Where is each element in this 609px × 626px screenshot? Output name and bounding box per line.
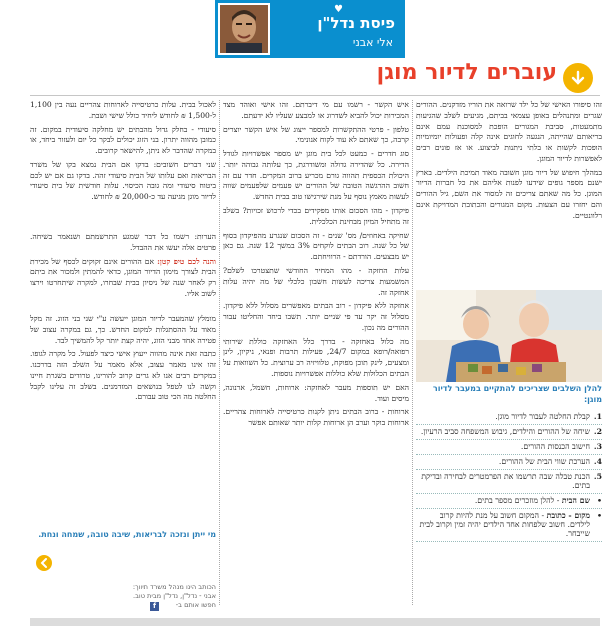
title-divider bbox=[30, 95, 600, 96]
bottom-bar bbox=[30, 618, 600, 626]
paragraph: אחזקה ללא פיקדון - רוב הבתים מאפשרים מסלול ללא פיקדון. מסלול זה יקר עד פי שניים יותר. תשבו ביחד והחליטו עבור ההורים מה נכון. bbox=[223, 301, 409, 332]
list-bullet: • bbox=[597, 496, 602, 505]
arrow-left-icon[interactable] bbox=[36, 555, 52, 571]
paragraph: האם יש תוספות מעבר לאחזקה: ארוחות, חשמל, ארנונה, מיסים ועוד. bbox=[223, 382, 409, 403]
author-name: אלי אבני bbox=[352, 36, 393, 49]
list-item bbox=[416, 455, 602, 470]
list-item bbox=[416, 425, 602, 440]
list-text: חישוב הכנסות ההורים. bbox=[520, 442, 590, 451]
paragraph: במהלך חיפוש של דיור מוגן חשובה מאוד תמיכת הילדים. בארץ ישנם מספר גופים שידעו לפנות אליהם את כל חברות הדיור המוגן. כל מה שאתם צריכים זה למסור את השם, גיל ההורים והם יחזרו עם הצעות. מקום המגורים והכתובת המדויקת אינם רלוונטיים. bbox=[416, 167, 602, 220]
list-number: 1. bbox=[593, 412, 602, 421]
list-bullet: • bbox=[597, 511, 602, 520]
paragraph: סוג חדרים - כמעט לכל בית מוגן יש מספר אפשרויות לגודל הדירה. כל שהדירה גדולה ומשודרגת, כך עלותה גבוהה יותר. היכולת הכספית תהווה גורם מכריע ברוב המקרים. חדר עם זה חשוב ההרגשה הטובה של ההורים יש פעמים שלפעמים שווה לעשות מאמץ נוסף על מנת שירגישו טוב בבית החדש. bbox=[223, 149, 409, 202]
list-item bbox=[416, 509, 602, 542]
photo-caption: להלן השלבים שצריכים להתקיים במעבר לדיור מוגן: bbox=[432, 384, 602, 404]
list-text: קבלת החלטה לעבור לדיור מוגן. bbox=[495, 412, 590, 421]
tip-paragraph bbox=[30, 257, 216, 300]
list-text: מקום - כתובת - המקום חשוב על מנת להיות קרוב לילדים. חשוב שלפחות אחד הילדים יהיה זמין וקרוב לבית שייבחר. bbox=[419, 511, 590, 538]
paragraph: מה כלול באחזקה - בדרך כלל האחזקה כוללת שירותי רפואה/רופא במקום 24/7, פעילות תרבות ופנאי, ניקיון, לינן ומצעים, לינק תוכן מפוקח, טלוויזיה רב ערוצית. כל השוואות על הבתים הכלולות שלא כוללות אפשרויות נוספות. bbox=[223, 336, 409, 378]
paragraph: כתבה זאת אינה מהווה ייעוץ אישי כיצד לפעול. כל מקרה לגופו. זהו אינו מאמר עצוב, אלא מאמר על השלב הזה בדרכנו. במקרים רבים אנו לא גרים קרוב להורינו, טרודים בשגרת חיינו וקשה לנו לטפל בנושאים המזדמנים. בשלב זה עלינו לקבל החלטה מה הכי טוב עבורם. bbox=[30, 349, 216, 402]
list-item bbox=[416, 410, 602, 425]
paragraph: ארוחות - ברוב הבתים ניתן לקנות כרטיסייה לארוחות צהריים. ארוחות בוקר וערב הן ארוחות קלות יותר שאותם אפשר bbox=[223, 407, 409, 428]
arrow-down-icon[interactable] bbox=[563, 63, 593, 93]
list-item bbox=[416, 440, 602, 455]
list-text: הערכת שווי הבית של ההורים. bbox=[498, 457, 590, 466]
column-divider bbox=[412, 100, 413, 605]
paragraph: הערות: רשמו כל דבר שמגע התרשמתם ושנאמר בשיחה. פרטים אלה יעשו את ההבדל. bbox=[30, 232, 216, 252]
author-avatar bbox=[218, 3, 270, 55]
paragraph: פיקדון - מהו הסכום אותו מפקידים בכדי לרכוש זכויות? בשלב זה מתחיל המיון מבחינת הכלכלית. bbox=[223, 206, 409, 226]
paragraph: שני דברים חשובים: בדקו אם הבית נמצא בקו של משרד הבריאות ואם עלותו של הבית סיעודי זהה. בדקו גם אם יש לכם ביטוח סיעודי ומה גובה הכיסוי. עלות חודשית של בית סיעודי לדיור מוגן מגיעה עד כ-20,000 ₪ לחודש. bbox=[30, 159, 216, 202]
credit-line: אבני - נדל"ן, נדל"ן מבית טוב. bbox=[132, 591, 216, 600]
list-number: 3. bbox=[593, 442, 602, 451]
heart-icon: ♥ bbox=[334, 4, 343, 15]
list-number: 2. bbox=[593, 427, 602, 436]
tip-text: אם ההורים אינם זקוקים לכסף של מכירת הבית לצורך מימון הדיור המוגן, כדאי להמתין ולמכור את ביתם רק לאחר שנה של ניסיון בבית שבחרו, למקרה שיתחרטו וירצו לשוב אליו. bbox=[30, 256, 216, 298]
paragraph: איש הקשר - רשמו עם מי דיברתם. זהו אישי ואוהד מצד המכירות יכול להביא לשדרוג או למבצע שעליו לא ידעתם. bbox=[223, 100, 409, 120]
list-text: שם הבית - להלן מוזכרים מספר בתים. bbox=[474, 496, 590, 505]
paragraph: שחיקה באחוזים/ מס' שנים - זה הסכום שנגרע מהפיקדון בסוף של כל שנה. רוב הבתים לוקחים 3% במשך 12 שנה. גם כאן יש מבצעים. הורדתם - הרוויחתם. bbox=[223, 230, 409, 262]
steps-list bbox=[416, 410, 602, 542]
article-photo bbox=[416, 290, 602, 382]
column-right bbox=[416, 100, 602, 290]
list-text: שיחה של ההורים והילדים, גיבוש המשפחה סביב הרעיון. bbox=[420, 427, 590, 436]
column-left-closing bbox=[30, 314, 216, 524]
credit-line: הכותב הינו מנהל משרד תיווך: bbox=[132, 583, 216, 591]
column-left-notes bbox=[30, 232, 216, 310]
column-middle bbox=[223, 100, 409, 605]
closing-wish: מי ייתן ונזכה לבריאות, שיבה טובה, שמחה ונחת. bbox=[38, 530, 216, 539]
paragraph: עלות החזקה - מהו המחיר החודשי שתצטרכו לשלם? המשמעות צריכה לעשות חשבון כלכלי של מה יהיה עלות אחזקה זה. bbox=[223, 265, 409, 297]
paragraph: לאכול בבית. עלות כרטיסייה לארוחות צהריים נעה בין 1,100 ל-1,500 ₪ לחודש ליחיד כולל שישי ושבת. bbox=[30, 100, 216, 120]
list-number: 5. bbox=[593, 472, 602, 481]
column-left bbox=[30, 100, 216, 230]
list-text: הכנת טבלה שבה תרשמו את הפרמטרים לבחירה ובדיקת בתים. bbox=[421, 472, 590, 490]
column-divider bbox=[219, 100, 220, 605]
list-item bbox=[416, 494, 602, 509]
list-number: 4. bbox=[593, 457, 602, 466]
article-title: עוברים לדיור מוגן bbox=[376, 60, 557, 85]
facebook-icon[interactable]: f bbox=[150, 602, 159, 611]
author-header bbox=[215, 0, 405, 58]
paragraph: זהו סיפורו האישי של כל ילד שרואה את הוריו מזדקנים. ההורים שגרים ומתנהלים באופן עצמאי בביתם, מגיעים לשלב שהגיעות מתמעטות, סביבת המגורים הופכת למסוכנת עמם אינם בריאותם שהייתה, הנגעה לחוגים אינה קלה ופעולות יומיומיות הופכות לקשות או בלתי ניתנות לביצוע. או אז פונים רבים לאפשרות לדיור המוגן. bbox=[416, 100, 602, 163]
paragraph: מומלץ שהמעבר לדיור המוגן ייעשה ע"י שני בני הזוג. זה מקל מאוד על ההסתגלות למקום החדש. כך, גם במקרה עצוב של פטירה אחד מבני הזוג, יהיה קצת יותר קל להמשיך לבד. bbox=[30, 314, 216, 345]
credit-line: חפשו אותם ב- bbox=[175, 600, 216, 609]
paragraph: טלפון - פרטי ההתקשרות למספר ייצוג של איש הקשר יוצרים קרבה, כך שאתם לא עוד לקוח אנונימי. bbox=[223, 124, 409, 145]
paragraph: סיעודי - בחלק גדול מהבתים יש מחלקה סיעודית במקום. זה כמובן מהווה יתרון. בני הזוג יכולים לבקר כל יום ולעזור ביחד, או במקרה שהדבר לא ניתן, להישאר קרובים. bbox=[30, 124, 216, 156]
list-item bbox=[416, 470, 602, 494]
section-title: פיסת נדל"ן bbox=[317, 14, 395, 32]
tip-label: והנה לכם טיפ קטן: bbox=[157, 256, 216, 266]
author-credit bbox=[58, 583, 216, 610]
